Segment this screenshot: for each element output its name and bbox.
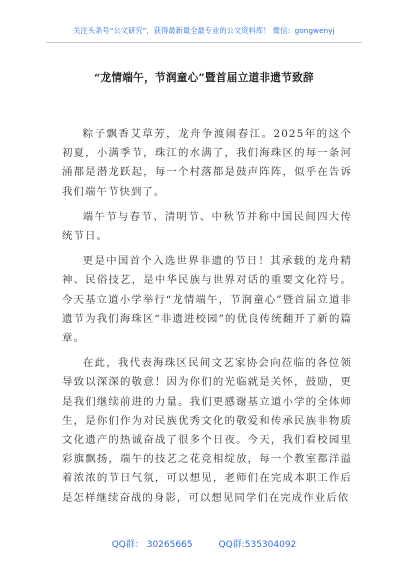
paragraph-1: 粽子飘香艾草芳，龙舟争渡闹春江。2025年的这个初夏，小满季节，珠江的水满了，我们海珠区的每一条河涌都是潜龙跃起，每一个村落都是鼓声阵阵，似乎在告诉我们端午节快到了。 <box>62 128 352 198</box>
footer-qq-group-2: QQ群:535304092 <box>218 540 297 550</box>
header-divider <box>46 42 362 43</box>
document-title: “龙情端午，节润童心”暨首届立道非遗节致辞 <box>94 72 314 84</box>
header-banner: 关注头条号“公文研究”，获得最新最全最专业的公文资料库！ 微信：gongwenyj <box>73 26 335 35</box>
paragraph-3: 更是中国首个入选世界非遗的节日！其承载的龙舟精神、民俗技艺，是中华民族与世界对话的重要文化符号。今天基立道小学举行“龙情端午，节润童心”暨首届立道非遗节为我们海珠区“非遗进校园”的优良传统翻开了新的篇章。 <box>62 255 352 345</box>
document-body <box>62 125 352 514</box>
paragraph-4: 在此，我代表海珠区民间文艺家协会向莅临的各位领导致以深深的敬意！因为你们的光临就是关怀，鼓励，更是我们继续前进的力量。我们更感谢基立道小学的全体师生，是你们作为对民族优秀文化的敬爱和传承民族非物质文化遗产的热诚奋战了很多个日夜。今天，我们看校园里彩旗飘扬，端午的技艺之花竞相绽放，每一个教室都洋溢着浓浓的节日气氛，可以想见，老师们在完成本职工作后是怎样继续奋战的身影，可以想见同学们在完成作业后依 <box>62 357 352 504</box>
footer-qq-group-1: QQ群： 30265665 <box>111 540 193 550</box>
footer <box>0 537 408 550</box>
paragraph-2: 端午节与春节、清明节、中秋节并称中国民间四大传统节日。 <box>62 210 352 243</box>
